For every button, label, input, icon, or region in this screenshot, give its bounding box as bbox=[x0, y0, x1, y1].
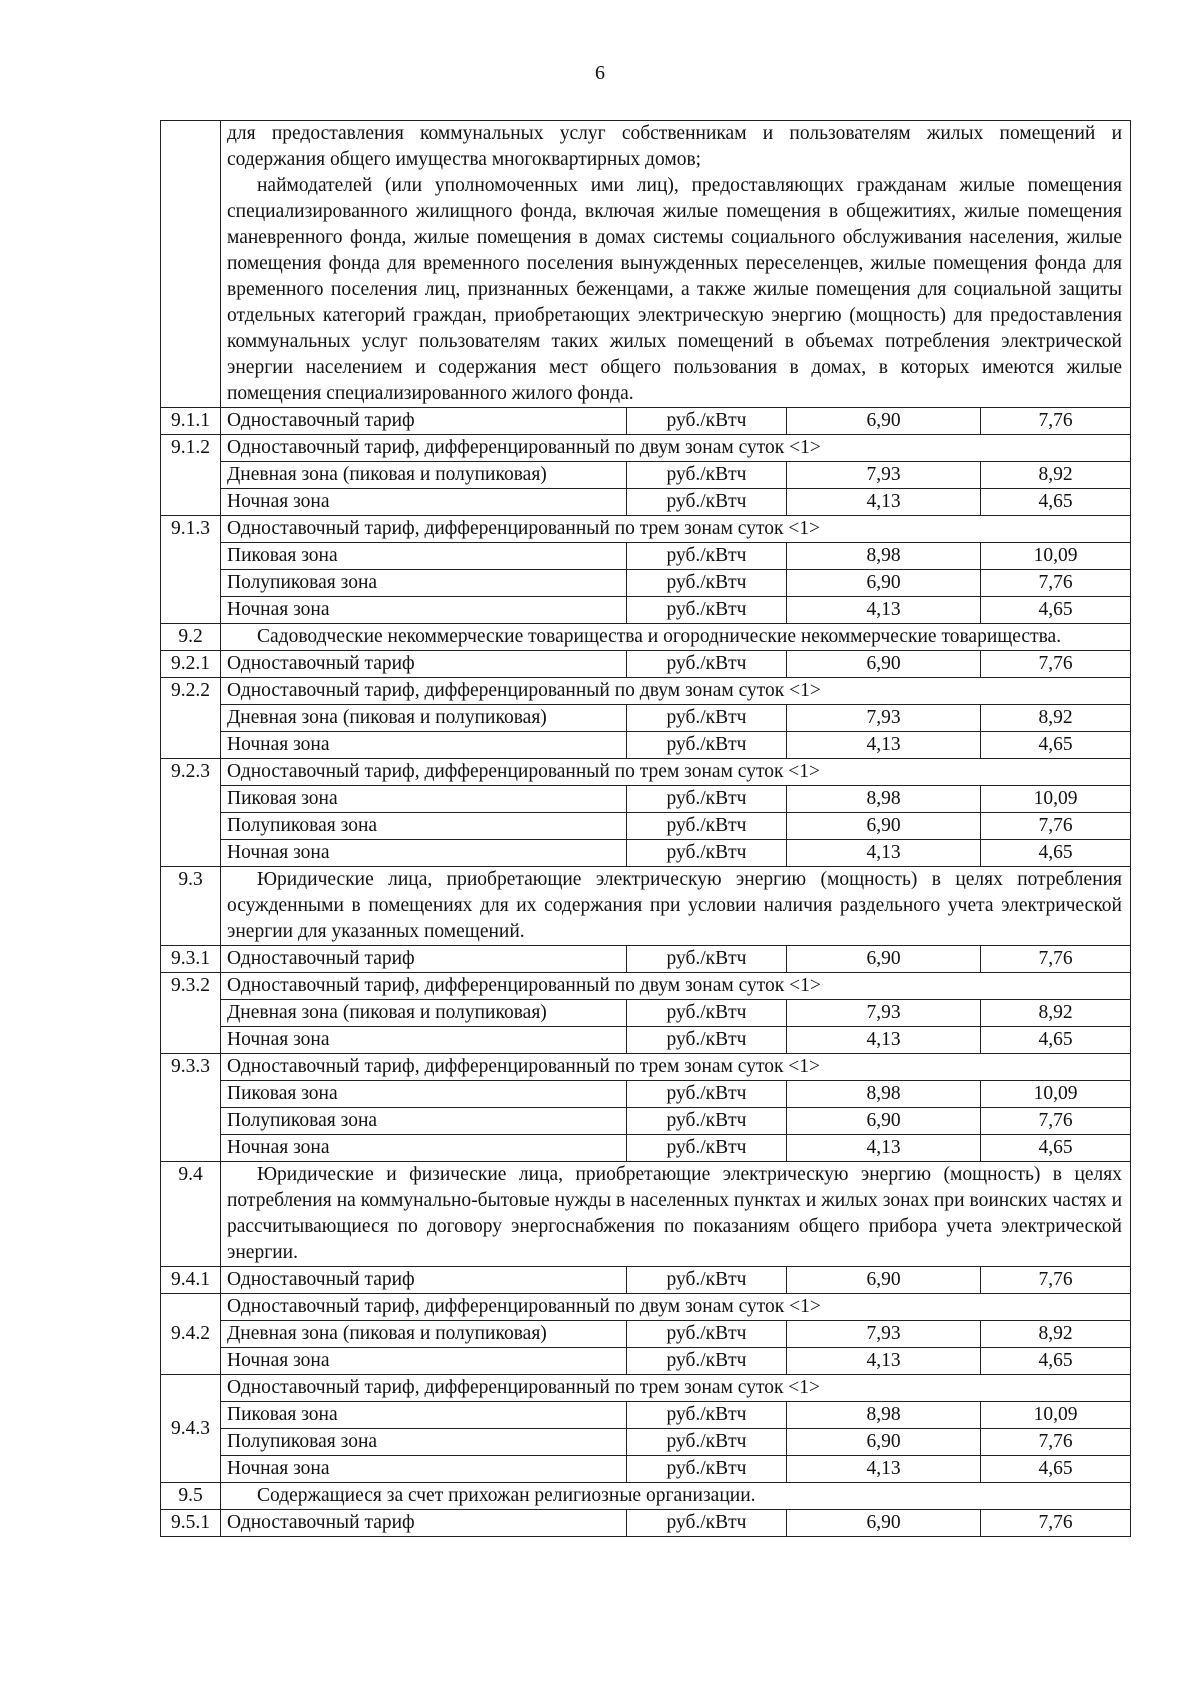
table-row bbox=[161, 732, 1131, 759]
value-1: 4,13 bbox=[787, 1135, 981, 1162]
row-number: 9.1.3 bbox=[161, 516, 221, 543]
row-number bbox=[161, 489, 221, 516]
unit: руб./кВтч bbox=[627, 408, 787, 435]
value-2: 8,92 bbox=[981, 1321, 1131, 1348]
row-number: 9.2.3 bbox=[161, 759, 221, 786]
table-row bbox=[161, 1456, 1131, 1483]
value-2: 4,65 bbox=[981, 489, 1131, 516]
table-row bbox=[161, 946, 1131, 973]
table-row bbox=[161, 121, 1131, 408]
unit: руб./кВтч bbox=[627, 1267, 787, 1294]
value-1: 7,93 bbox=[787, 705, 981, 732]
table-row bbox=[161, 1321, 1131, 1348]
unit: руб./кВтч bbox=[627, 570, 787, 597]
tariff-group-title: Одноставочный тариф, дифференцированный по трем зонам суток <1> bbox=[221, 516, 1131, 543]
value-1: 6,90 bbox=[787, 570, 981, 597]
zone-name: Полупиковая зона bbox=[221, 570, 627, 597]
value-2: 4,65 bbox=[981, 1348, 1131, 1375]
value-2: 10,09 bbox=[981, 1081, 1131, 1108]
value-1: 4,13 bbox=[787, 1456, 981, 1483]
table-row bbox=[161, 1135, 1131, 1162]
zone-name: Дневная зона (пиковая и полупиковая) bbox=[221, 462, 627, 489]
table-row bbox=[161, 840, 1131, 867]
value-1: 4,13 bbox=[787, 840, 981, 867]
unit: руб./кВтч bbox=[627, 946, 787, 973]
tariff-group-title: Одноставочный тариф, дифференцированный по трем зонам суток <1> bbox=[221, 1375, 1131, 1402]
value-2: 7,76 bbox=[981, 1510, 1131, 1537]
row-number: 9.3.2 bbox=[161, 973, 221, 1000]
unit: руб./кВтч bbox=[627, 651, 787, 678]
table-row bbox=[161, 867, 1131, 946]
table-row bbox=[161, 1402, 1131, 1429]
row-number: 9.3.1 bbox=[161, 946, 221, 973]
row-number bbox=[161, 1081, 221, 1108]
zone-name: Ночная зона bbox=[221, 597, 627, 624]
value-2: 4,65 bbox=[981, 840, 1131, 867]
intro-text-cell bbox=[221, 121, 1131, 408]
tariff-name: Одноставочный тариф bbox=[221, 1267, 627, 1294]
unit: руб./кВтч bbox=[627, 705, 787, 732]
tariff-name: Одноставочный тариф bbox=[221, 1510, 627, 1537]
table-row bbox=[161, 1429, 1131, 1456]
value-2: 4,65 bbox=[981, 597, 1131, 624]
value-1: 6,90 bbox=[787, 651, 981, 678]
unit: руб./кВтч bbox=[627, 1081, 787, 1108]
value-1: 8,98 bbox=[787, 786, 981, 813]
row-number bbox=[161, 705, 221, 732]
value-2: 7,76 bbox=[981, 408, 1131, 435]
unit: руб./кВтч bbox=[627, 1402, 787, 1429]
section-title-text: Юридические лица, приобретающие электрическую энергию (мощность) в целях потребления осужденными в помещениях для их содержания при условии наличия раздельного учета электрической энергии для указанных помещений. bbox=[227, 869, 1122, 942]
value-1: 6,90 bbox=[787, 1510, 981, 1537]
row-number: 9.1.1 bbox=[161, 408, 221, 435]
table-row bbox=[161, 1000, 1131, 1027]
row-number bbox=[161, 1000, 221, 1027]
value-1: 8,98 bbox=[787, 1081, 981, 1108]
tariff-name: Одноставочный тариф bbox=[221, 651, 627, 678]
unit: руб./кВтч bbox=[627, 813, 787, 840]
unit: руб./кВтч bbox=[627, 1429, 787, 1456]
tariff-group-title: Одноставочный тариф, дифференцированный по двум зонам суток <1> bbox=[221, 1294, 1131, 1321]
value-2: 10,09 bbox=[981, 786, 1131, 813]
unit: руб./кВтч bbox=[627, 1000, 787, 1027]
tariff-name: Одноставочный тариф bbox=[221, 408, 627, 435]
tariff-table bbox=[160, 120, 1131, 1537]
row-number bbox=[161, 1027, 221, 1054]
unit: руб./кВтч bbox=[627, 1027, 787, 1054]
table-row bbox=[161, 624, 1131, 651]
section-title bbox=[221, 867, 1131, 946]
row-number bbox=[161, 121, 221, 408]
tariff-group-title: Одноставочный тариф, дифференцированный по трем зонам суток <1> bbox=[221, 759, 1131, 786]
value-2: 7,76 bbox=[981, 1267, 1131, 1294]
table-row bbox=[161, 973, 1131, 1000]
table-row bbox=[161, 678, 1131, 705]
table-row bbox=[161, 1294, 1131, 1321]
unit: руб./кВтч bbox=[627, 1108, 787, 1135]
table-row bbox=[161, 570, 1131, 597]
value-1: 8,98 bbox=[787, 543, 981, 570]
table-row bbox=[161, 408, 1131, 435]
table-row bbox=[161, 597, 1131, 624]
unit: руб./кВтч bbox=[627, 1456, 787, 1483]
unit: руб./кВтч bbox=[627, 462, 787, 489]
row-number bbox=[161, 786, 221, 813]
row-number: 9.5.1 bbox=[161, 1510, 221, 1537]
zone-name: Ночная зона bbox=[221, 1348, 627, 1375]
zone-name: Ночная зона bbox=[221, 732, 627, 759]
value-1: 4,13 bbox=[787, 489, 981, 516]
table-row bbox=[161, 1348, 1131, 1375]
table-row bbox=[161, 462, 1131, 489]
value-2: 4,65 bbox=[981, 1456, 1131, 1483]
table-row bbox=[161, 1054, 1131, 1081]
value-2: 7,76 bbox=[981, 946, 1131, 973]
value-1: 4,13 bbox=[787, 597, 981, 624]
table-row bbox=[161, 786, 1131, 813]
table-row bbox=[161, 1108, 1131, 1135]
table-row bbox=[161, 705, 1131, 732]
zone-name: Ночная зона bbox=[221, 1027, 627, 1054]
table-row bbox=[161, 516, 1131, 543]
value-2: 10,09 bbox=[981, 1402, 1131, 1429]
zone-name: Ночная зона bbox=[221, 1135, 627, 1162]
zone-name: Пиковая зона bbox=[221, 1402, 627, 1429]
zone-name: Полупиковая зона bbox=[221, 1108, 627, 1135]
zone-name: Полупиковая зона bbox=[221, 813, 627, 840]
zone-name: Дневная зона (пиковая и полупиковая) bbox=[221, 705, 627, 732]
table-row bbox=[161, 1027, 1131, 1054]
zone-name: Дневная зона (пиковая и полупиковая) bbox=[221, 1321, 627, 1348]
table-row bbox=[161, 1375, 1131, 1402]
unit: руб./кВтч bbox=[627, 1321, 787, 1348]
tariff-group-title: Одноставочный тариф, дифференцированный по трем зонам суток <1> bbox=[221, 1054, 1131, 1081]
section-title-text: Садоводческие некоммерческие товарищества и огороднические некоммерческие товарищества. bbox=[257, 626, 1062, 647]
zone-name: Пиковая зона bbox=[221, 786, 627, 813]
intro-paragraph: для предоставления коммунальных услуг собственникам и пользователям жилых помещений и содержания общего имущества многоквартирных домов; bbox=[227, 123, 1122, 170]
value-2: 7,76 bbox=[981, 570, 1131, 597]
table-row bbox=[161, 1081, 1131, 1108]
unit: руб./кВтч bbox=[627, 543, 787, 570]
table-row bbox=[161, 1510, 1131, 1537]
value-1: 6,90 bbox=[787, 1267, 981, 1294]
table-row bbox=[161, 813, 1131, 840]
row-number: 9.2.1 bbox=[161, 651, 221, 678]
unit: руб./кВтч bbox=[627, 1510, 787, 1537]
value-1: 6,90 bbox=[787, 408, 981, 435]
value-2: 7,76 bbox=[981, 1108, 1131, 1135]
zone-name: Дневная зона (пиковая и полупиковая) bbox=[221, 1000, 627, 1027]
value-1: 6,90 bbox=[787, 1429, 981, 1456]
section-title-text: Содержащиеся за счет прихожан религиозные организации. bbox=[257, 1485, 756, 1506]
row-number: 9.4.3 bbox=[161, 1375, 221, 1483]
row-number bbox=[161, 813, 221, 840]
table-row bbox=[161, 489, 1131, 516]
table-row bbox=[161, 543, 1131, 570]
value-1: 7,93 bbox=[787, 1321, 981, 1348]
row-number: 9.4.2 bbox=[161, 1294, 221, 1375]
value-2: 4,65 bbox=[981, 1135, 1131, 1162]
table-row bbox=[161, 435, 1131, 462]
unit: руб./кВтч bbox=[627, 786, 787, 813]
value-1: 6,90 bbox=[787, 946, 981, 973]
value-1: 8,98 bbox=[787, 1402, 981, 1429]
value-2: 7,76 bbox=[981, 813, 1131, 840]
row-number: 9.2.2 bbox=[161, 678, 221, 705]
row-number bbox=[161, 597, 221, 624]
section-title bbox=[221, 624, 1131, 651]
row-number bbox=[161, 1135, 221, 1162]
zone-name: Пиковая зона bbox=[221, 1081, 627, 1108]
row-number: 9.5 bbox=[161, 1483, 221, 1510]
row-number bbox=[161, 462, 221, 489]
row-number: 9.3 bbox=[161, 867, 221, 946]
value-2: 4,65 bbox=[981, 1027, 1131, 1054]
value-1: 7,93 bbox=[787, 462, 981, 489]
row-number: 9.3.3 bbox=[161, 1054, 221, 1081]
row-number bbox=[161, 543, 221, 570]
row-number: 9.1.2 bbox=[161, 435, 221, 462]
tariff-group-title: Одноставочный тариф, дифференцированный по двум зонам суток <1> bbox=[221, 435, 1131, 462]
tariff-group-title: Одноставочный тариф, дифференцированный по двум зонам суток <1> bbox=[221, 678, 1131, 705]
value-2: 4,65 bbox=[981, 732, 1131, 759]
zone-name: Полупиковая зона bbox=[221, 1429, 627, 1456]
zone-name: Ночная зона bbox=[221, 489, 627, 516]
unit: руб./кВтч bbox=[627, 489, 787, 516]
row-number: 9.2 bbox=[161, 624, 221, 651]
row-number bbox=[161, 570, 221, 597]
value-1: 7,93 bbox=[787, 1000, 981, 1027]
section-title bbox=[221, 1483, 1131, 1510]
table-row bbox=[161, 1267, 1131, 1294]
value-1: 6,90 bbox=[787, 1108, 981, 1135]
value-1: 4,13 bbox=[787, 1027, 981, 1054]
value-2: 7,76 bbox=[981, 651, 1131, 678]
row-number bbox=[161, 840, 221, 867]
value-2: 8,92 bbox=[981, 1000, 1131, 1027]
value-1: 4,13 bbox=[787, 732, 981, 759]
tariff-name: Одноставочный тариф bbox=[221, 946, 627, 973]
intro-paragraph: наймодателей (или уполномоченных ими лиц), предоставляющих гражданам жилые помещения специализированного жилищного фонда, включая жилые помещения в общежитиях, жилые помещения маневренного фонда, жилые помещения в домах системы социального обслуживания населения, жилые помещения фонда для временного поселения вынужденных переселенцев, жилые помещения фонда для временного поселения лиц, признанных беженцами, а также жилые помещения для социальной защиты отдельных категорий граждан, приобретающих электрическую энергию (мощность) для предоставления коммунальных услуг пользователям таких жилых помещений в объемах потребления электрической энергии населением и содержания мест общего пользования в домах, в которых имеются жилые помещения специализированного жилого фонда. bbox=[227, 175, 1122, 404]
value-2: 10,09 bbox=[981, 543, 1131, 570]
tariff-group-title: Одноставочный тариф, дифференцированный по двум зонам суток <1> bbox=[221, 973, 1131, 1000]
value-1: 6,90 bbox=[787, 813, 981, 840]
zone-name: Ночная зона bbox=[221, 1456, 627, 1483]
zone-name: Ночная зона bbox=[221, 840, 627, 867]
unit: руб./кВтч bbox=[627, 840, 787, 867]
row-number bbox=[161, 1108, 221, 1135]
value-1: 4,13 bbox=[787, 1348, 981, 1375]
table-row bbox=[161, 1483, 1131, 1510]
section-title bbox=[221, 1162, 1131, 1267]
unit: руб./кВтч bbox=[627, 1348, 787, 1375]
row-number: 9.4 bbox=[161, 1162, 221, 1267]
table-row bbox=[161, 1162, 1131, 1267]
unit: руб./кВтч bbox=[627, 1135, 787, 1162]
unit: руб./кВтч bbox=[627, 732, 787, 759]
page-number: 6 bbox=[595, 62, 605, 84]
section-title-text: Юридические и физические лица, приобретающие электрическую энергию (мощность) в целях потребления на коммунально-бытовые нужды в населенных пунктах и жилых зонах при воинских частях и рассчитывающиеся по договору энергоснабжения по показаниям общего прибора учета электрической энергии. bbox=[227, 1164, 1122, 1263]
zone-name: Пиковая зона bbox=[221, 543, 627, 570]
value-2: 8,92 bbox=[981, 462, 1131, 489]
table-row bbox=[161, 651, 1131, 678]
row-number: 9.4.1 bbox=[161, 1267, 221, 1294]
row-number bbox=[161, 732, 221, 759]
table-row bbox=[161, 759, 1131, 786]
value-2: 8,92 bbox=[981, 705, 1131, 732]
unit: руб./кВтч bbox=[627, 597, 787, 624]
value-2: 7,76 bbox=[981, 1429, 1131, 1456]
